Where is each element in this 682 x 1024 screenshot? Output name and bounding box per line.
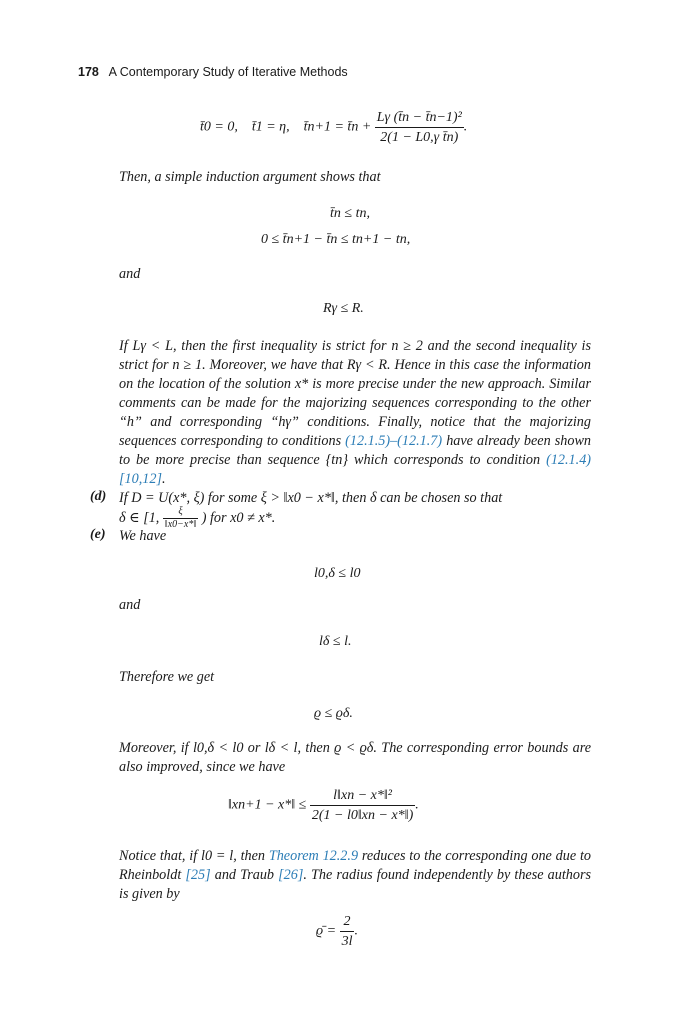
running-title: A Contemporary Study of Iterative Methods [108, 65, 348, 79]
page-number: 178 [78, 65, 99, 79]
item-e-label: (e) [90, 527, 106, 542]
eq7-denominator: 2(1 − l0‖xn − x*‖) [311, 808, 414, 823]
eq1-period: . [463, 119, 468, 135]
equation-ref-12-1-4[interactable]: (12.1.4) [546, 452, 592, 468]
eq8-denominator: 3l [341, 934, 353, 949]
text-and-2: and [119, 597, 141, 613]
eq7-numerator: l‖xn − x*‖² [310, 786, 415, 806]
para3-text-a: Notice that, if l0 = l, then [119, 848, 265, 864]
eq8-period: . [354, 923, 358, 939]
equation-radius [316, 912, 358, 951]
text-induction: Then, a simple induction argument shows that [119, 169, 381, 185]
eq7-lhs: ‖xn+1 − x*‖ ≤ [228, 797, 307, 813]
eq7-period: . [415, 797, 419, 813]
eq6: ϱ ≤ ϱδ. [314, 706, 353, 721]
para3-text-b: reduces to the corresponding one due to Rheinboldt [119, 848, 592, 883]
eq1-fraction [375, 108, 464, 147]
item-d-interval-end: ) for x0 ≠ x*. [201, 509, 276, 526]
para1-text-b: have already been shown to be more precise than sequence {tn} which corresponds to condition [119, 433, 592, 468]
eq1-denominator: 2(1 − L0,γ t̄n) [380, 130, 459, 145]
equation-error-bound [228, 786, 419, 825]
paragraph-error-bounds: Moreover, if l0,δ < l0 or lδ < l, then ϱ < ϱδ. The corresponding error bounds are also improved, since we have [119, 740, 591, 775]
para1-period: . [161, 471, 166, 487]
theorem-ref-12-2-9[interactable]: Theorem 12.2.9 [268, 848, 359, 864]
paragraph-comparison [119, 337, 591, 489]
eq7-fraction [310, 786, 415, 825]
equation-ref-12-1-5-7[interactable]: (12.1.5)–(12.1.7) [345, 433, 443, 449]
eq1-numerator: Lγ (t̄n − t̄n−1)² [375, 108, 464, 128]
eq2-line1: t̄n ≤ tn, [330, 206, 370, 221]
running-header [78, 65, 348, 79]
item-d-line1: If D = U(x*, ξ) for some ξ > ‖x0 − x*‖, then δ can be chosen so that [119, 490, 503, 506]
citation-25[interactable]: [25] [185, 867, 211, 883]
eq5: lδ ≤ l. [319, 634, 352, 649]
eq1-term-a: t̄0 = 0, [200, 119, 238, 135]
para1-text-a: If Lγ < L, then the first inequality is strict for n ≥ 2 and the second inequality is strict for n ≥ 1. Moreover, we have that Rγ < R. Hence in this case the information on the location of the solution x* is more precise under the new approach. Similar comments can be made for the majorizing sequences corresponding to the other “h” and corresponding “hγ” conditions. Finally, notice that the majorizing sequences corresponding to conditions [119, 338, 591, 449]
item-d-interval-start: δ ∈ [1, [119, 509, 160, 526]
item-d-numerator: ξ [163, 506, 198, 519]
item-d-denominator: ‖x0−x*‖ [164, 519, 197, 530]
item-d-fraction [163, 506, 198, 531]
eq1-term-b: t̄1 = η, [251, 119, 290, 135]
text-and-1: and [119, 266, 141, 282]
para3-text-d: . The radius found independently by these authors is given by [119, 867, 592, 902]
item-e-text: We have [119, 528, 167, 544]
paragraph-rheinboldt-traub [119, 847, 591, 904]
citation-26[interactable]: [26] [278, 867, 304, 883]
eq3: Rγ ≤ R. [323, 301, 364, 316]
eq8-numerator: 2 [340, 912, 355, 932]
eq8-fraction [340, 912, 355, 951]
item-d-label: (d) [90, 489, 107, 504]
eq2-line2: 0 ≤ t̄n+1 − t̄n ≤ tn+1 − tn, [261, 232, 411, 247]
equation-recurrence [200, 108, 467, 147]
eq1-term-c: t̄n+1 = t̄n + [303, 119, 372, 135]
eq4: l0,δ ≤ l0 [314, 566, 361, 581]
citation-10-12[interactable]: [10,12] [119, 471, 162, 487]
para3-text-c: and Traub [214, 867, 275, 883]
eq8-lhs: ϱ̄ = [316, 923, 337, 939]
text-therefore: Therefore we get [119, 669, 215, 685]
